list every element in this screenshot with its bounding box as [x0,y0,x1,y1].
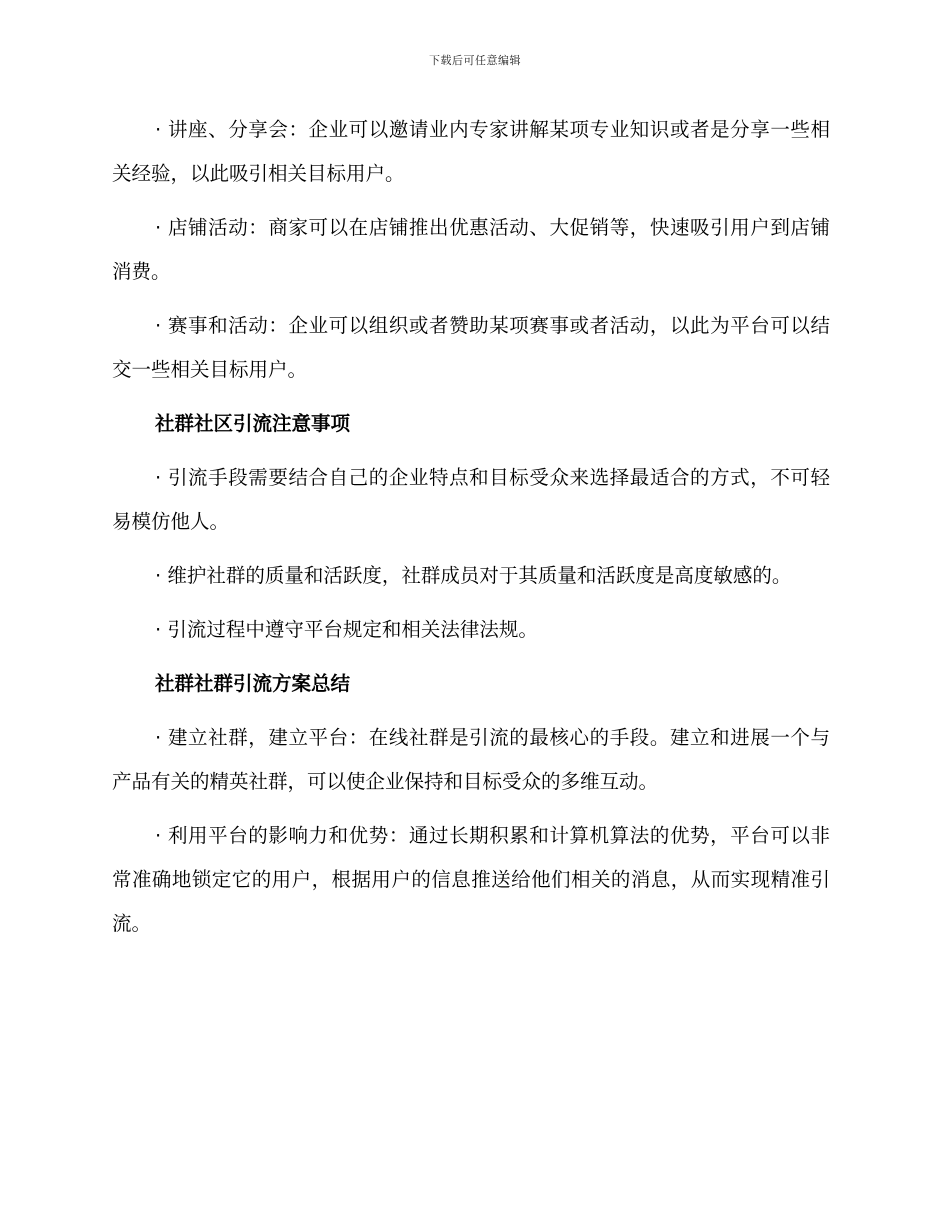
document-body [112,108,830,956]
page-header: 下载后可任意编辑 [429,54,521,67]
paragraph-events: · 赛事和活动：企业可以组织或者赞助某项赛事或者活动，以此为平台可以结交一些相关目标用户。 [112,314,830,381]
section-heading-precautions: 社群社区引流注意事项 [155,412,351,435]
paragraph-maintain-quality: · 维护社群的质量和活跃度，社群成员对于其质量和活跃度是高度敏感的。 [155,564,792,587]
paragraph-build-community: · 建立社群，建立平台：在线社群是引流的最核心的手段。建立和进展一个与产品有关的精英社群，可以使企业保持和目标受众的多维互动。 [112,726,830,793]
paragraph-methods: · 引流手段需要结合自己的企业特点和目标受众来选择最适合的方式，不可轻易模仿他人。 [112,466,830,533]
paragraph-compliance: · 引流过程中遵守平台规定和相关法律法规。 [155,618,538,641]
section-heading-summary: 社群社群引流方案总结 [155,672,351,695]
paragraph-store-activities: · 店铺活动：商家可以在店铺推出优惠活动、大促销等，快速吸引用户到店铺消费。 [112,216,830,283]
paragraph-lectures: · 讲座、分享会：企业可以邀请业内专家讲解某项专业知识或者是分享一些相关经验，以此吸引相关目标用户。 [112,118,830,185]
paragraph-platform-influence: · 利用平台的影响力和优势：通过长期积累和计算机算法的优势，平台可以非常准确地锁定它的用户，根据用户的信息推送给他们相关的消息，从而实现精准引流。 [112,824,830,935]
